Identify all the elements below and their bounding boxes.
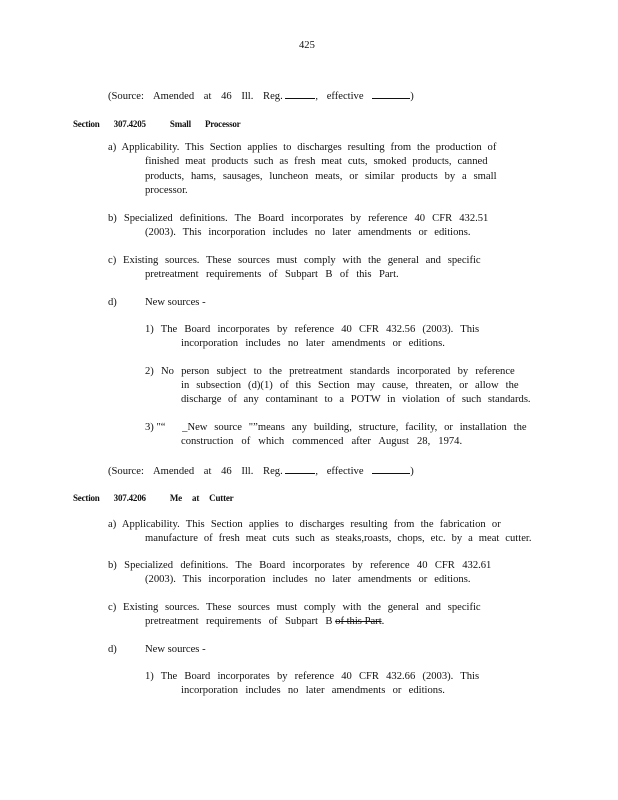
subsection-a-line: manufacture of fresh meat cuts such as steaks,roasts, chops, etc. by a meat cutter.: [145, 533, 532, 544]
subsection-c-line: c) Existing sources. These sources must comply with the general and specific: [108, 602, 481, 613]
source-note: (Source: Amended at 46 Ill. Reg. , effective ): [108, 91, 414, 102]
page-number: 425: [299, 40, 315, 51]
subsection-a-line: products, hams, sausages, luncheon meats, or similar products by a small: [145, 171, 497, 182]
subsection-d3-line: construction of which commenced after August 28, 1974.: [181, 436, 463, 447]
subsection-d2-line: 2) No person subject to the pretreatment standards incorporated by reference: [145, 366, 515, 377]
subsection-a-line: processor.: [145, 185, 188, 196]
subsection-d1-line: 1) The Board incorporates by reference 40 CFR 432.66 (2003). This: [145, 671, 480, 682]
section-label: Section: [73, 119, 100, 129]
subsection-d2-line: in subsection (d)(1) of this Section may cause, threaten, or allow the: [181, 380, 519, 391]
source-text: (Source: Amended at 46 Ill. Reg.: [108, 91, 283, 102]
section-heading: [73, 492, 233, 504]
subsection-d1-line: 1) The Board incorporates by reference 40 CFR 432.56 (2003). This: [145, 324, 480, 335]
subsection-d1-line: incorporation includes no later amendments or editions.: [181, 685, 445, 696]
c-period: .: [381, 616, 385, 627]
source-close: ): [410, 466, 414, 477]
subsection-b-line: (2003). This incorporation includes no later amendments or editions.: [145, 574, 471, 585]
subsection-b-line: (2003). This incorporation includes no later amendments or editions.: [145, 227, 471, 238]
source-note: (Source: Amended at 46 Ill. Reg. , effective ): [108, 466, 414, 477]
subsection-d-label: d): [108, 297, 117, 308]
subsection-c-line: pretreatment requirements of Subpart B of this Part.: [145, 269, 399, 280]
section-label: Section: [73, 493, 100, 503]
d3-text: _New source "”means any building, structure, facility, or installation the: [182, 422, 527, 433]
source-close: ): [410, 91, 414, 102]
section-number: 307.4206: [113, 493, 146, 503]
c-text: pretreatment requirements of Subpart B: [145, 616, 333, 627]
subsection-d-text: New sources -: [145, 297, 206, 308]
subsection-a-line: a) Applicability. This Section applies to discharges resulting from the fabrication or: [108, 519, 501, 530]
d3-number: 3) "“: [145, 422, 166, 433]
section-heading: [73, 118, 240, 130]
source-blank-reg: [285, 464, 315, 474]
source-blank-reg: [285, 89, 315, 99]
subsection-b-line: b) Specialized definitions. The Board incorporates by reference 40 CFR 432.51: [108, 213, 489, 224]
c-struck-text: of this Part: [335, 616, 382, 627]
subsection-c-line: c) Existing sources. These sources must comply with the general and specific: [108, 255, 481, 266]
source-effective: effective: [326, 91, 364, 102]
subsection-d2-line: discharge of any contaminant to a POTW in violation of such standards.: [181, 394, 531, 405]
subsection-c-line: [145, 616, 384, 628]
subsection-d-text: New sources -: [145, 644, 206, 655]
section-title: Small Processor: [169, 119, 241, 129]
source-blank-date: [372, 464, 410, 474]
subsection-d1-line: incorporation includes no later amendments or editions.: [181, 338, 445, 349]
section-number: 307.4205: [113, 119, 146, 129]
source-text: (Source: Amended at 46 Ill. Reg.: [108, 466, 283, 477]
source-blank-date: [372, 89, 410, 99]
subsection-d3-line: [145, 422, 527, 434]
section-title: Me at Cutter: [169, 493, 234, 503]
subsection-b-line: b) Specialized definitions. The Board incorporates by reference 40 CFR 432.61: [108, 560, 492, 571]
subsection-d-label: d): [108, 644, 117, 655]
subsection-a-line: finished meat products such as fresh meat cuts, smoked products, canned: [145, 156, 488, 167]
source-effective: effective: [326, 466, 364, 477]
subsection-a-line: a) Applicability. This Section applies to discharges resulting from the production of: [108, 142, 497, 153]
